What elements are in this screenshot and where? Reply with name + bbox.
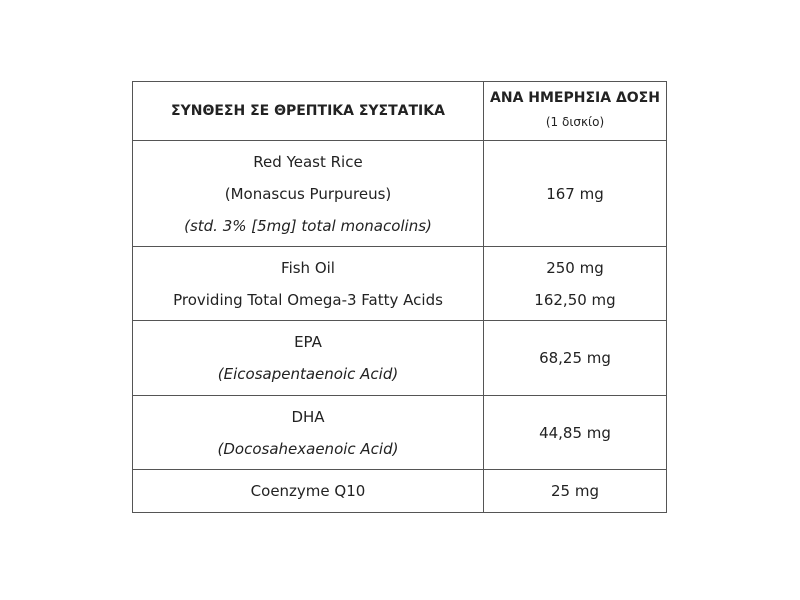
dose-value: 44,85 mg [539, 423, 611, 442]
ingredient-name: Coenzyme Q10 [250, 482, 366, 500]
ingredient-description: Providing Total Omega-3 Fatty Acids [173, 290, 443, 309]
header-dose-title: ΑΝΑ ΗΜΕΡΗΣΙΑ ΔΟΣΗ [490, 89, 660, 106]
table-row [133, 141, 667, 247]
dose-cell [484, 396, 667, 470]
table-header-row [133, 82, 667, 141]
ingredient-standardization: (std. 3% [5mg] total monacolins) [184, 216, 432, 235]
dose-value-omega3: 162,50 mg [534, 290, 616, 309]
dose-value: 68,25 mg [539, 349, 611, 367]
ingredient-cell [133, 247, 484, 321]
dose-value: 25 mg [551, 482, 599, 500]
ingredient-name: Fish Oil [281, 258, 335, 277]
nutrition-table [132, 81, 667, 513]
ingredient-cell [133, 396, 484, 470]
dose-value: 167 mg [546, 184, 604, 203]
dose-cell [484, 470, 667, 513]
table-row [133, 321, 667, 396]
ingredient-name: DHA [291, 407, 325, 426]
ingredient-latin-name: (Monascus Purpureus) [224, 184, 392, 203]
ingredient-cell [133, 470, 484, 513]
table-row [133, 247, 667, 321]
ingredient-cell [133, 141, 484, 247]
dose-cell [484, 321, 667, 396]
header-dose [484, 82, 667, 141]
ingredient-name: EPA [294, 333, 322, 351]
ingredient-full-name: (Eicosapentaenoic Acid) [217, 365, 399, 383]
header-dose-subtitle: (1 δισκίο) [545, 114, 605, 129]
ingredient-cell [133, 321, 484, 396]
dose-cell [484, 247, 667, 321]
table-row [133, 470, 667, 513]
dose-cell [484, 141, 667, 247]
ingredient-name: Red Yeast Rice [253, 152, 363, 171]
header-ingredient: ΣΥΝΘΕΣΗ ΣΕ ΘΡΕΠΤΙΚΑ ΣΥΣΤΑΤΙΚΑ [133, 82, 484, 141]
ingredient-full-name: (Docosahexaenoic Acid) [217, 439, 399, 458]
table-row [133, 396, 667, 470]
dose-value: 250 mg [546, 258, 604, 277]
